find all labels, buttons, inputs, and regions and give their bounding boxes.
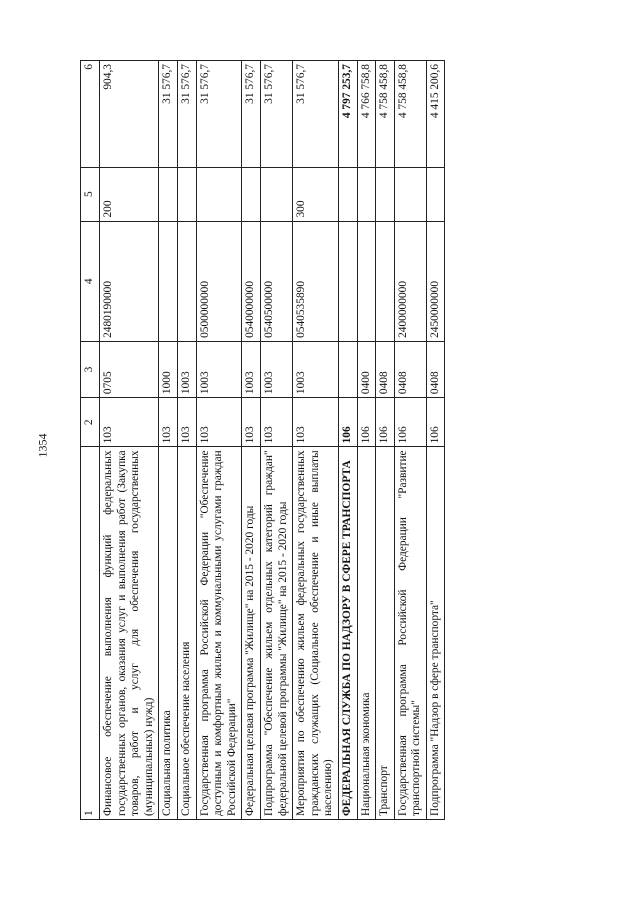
row-code: 103 [177,398,196,447]
row-target: 2450000000 [426,221,445,341]
row-section: 1003 [177,341,196,397]
page-number: 1354 [35,433,50,458]
row-target: 2480190000 [100,221,159,341]
row-type [394,167,426,221]
budget-table-rotated [80,60,640,820]
header-col-4: 4 [81,221,100,341]
row-target: 0540000000 [242,221,261,341]
row-name: Подпрограмма "Надзор в сфере транспорта" [426,447,445,820]
row-target [338,221,357,341]
table-row [394,61,426,820]
row-code: 106 [357,398,376,447]
row-amount: 31 576,7 [260,61,292,168]
row-amount: 31 576,7 [196,61,242,168]
row-section: 1003 [293,341,339,397]
header-col-3: 3 [81,341,100,397]
row-amount: 31 576,7 [242,61,261,168]
row-name: Социальное обеспечение населения [177,447,196,820]
table-body [100,61,445,820]
row-code: 106 [376,398,395,447]
row-code: 103 [159,398,178,447]
row-target: 0540535890 [293,221,339,341]
row-code: 103 [260,398,292,447]
row-type [376,167,395,221]
row-section: 1003 [196,341,242,397]
table-row [100,61,159,820]
table-row [196,61,242,820]
row-code: 106 [426,398,445,447]
table-row [426,61,445,820]
table-row [159,61,178,820]
row-name: Социальная политика [159,447,178,820]
row-name: ФЕДЕРАЛЬНАЯ СЛУЖБА ПО НАДЗОРУ В СФЕРЕ ТРАНСПОРТА [338,447,357,820]
row-amount: 4 758 458,8 [376,61,395,168]
row-type [357,167,376,221]
header-col-6: 6 [81,61,100,168]
table-row [260,61,292,820]
row-target [357,221,376,341]
row-code: 103 [293,398,339,447]
row-section: 0408 [394,341,426,397]
row-code: 106 [394,398,426,447]
row-type [196,167,242,221]
row-amount: 31 576,7 [177,61,196,168]
row-section [338,341,357,397]
row-section: 0400 [357,341,376,397]
row-name: Федеральная целевая программа "Жилище" на 2015 - 2020 годы [242,447,261,820]
table-row [177,61,196,820]
header-col-1: 1 [81,447,100,820]
row-code: 106 [338,398,357,447]
row-target: 0540500000 [260,221,292,341]
row-target: 0500000000 [196,221,242,341]
row-amount: 4 766 758,8 [357,61,376,168]
row-amount: 31 576,7 [159,61,178,168]
row-type: 300 [293,167,339,221]
row-target [376,221,395,341]
row-code: 103 [100,398,159,447]
row-section: 1000 [159,341,178,397]
row-target [177,221,196,341]
table-header-row [81,61,100,820]
row-amount: 4 415 200,6 [426,61,445,168]
row-name: Государственная программа Российской Федерации "Развитие транспортной системы" [394,447,426,820]
row-type [338,167,357,221]
row-amount: 904,3 [100,61,159,168]
row-section: 1003 [260,341,292,397]
row-amount: 31 576,7 [293,61,339,168]
table-row [338,61,357,820]
row-name: Национальная экономика [357,447,376,820]
row-type [242,167,261,221]
row-code: 103 [196,398,242,447]
row-name: Транспорт [376,447,395,820]
row-code: 103 [242,398,261,447]
row-type [159,167,178,221]
row-name: Мероприятия по обеспечению жильем федеральных государственных гражданских служащих (Социальное обеспечение и иные выплаты населению) [293,447,339,820]
row-amount: 4 758 458,8 [394,61,426,168]
row-type [260,167,292,221]
header-col-2: 2 [81,398,100,447]
header-col-5: 5 [81,167,100,221]
table-row [242,61,261,820]
budget-table [80,60,445,820]
row-section: 0408 [426,341,445,397]
row-name: Подпрограмма "Обеспечение жильем отдельных категорий граждан" федеральной целевой программы "Жилище" на 2015 - 2020 годы [260,447,292,820]
row-section: 0705 [100,341,159,397]
row-section: 0408 [376,341,395,397]
row-name: Финансовое обеспечение выполнения функций федеральных государственных органов, оказания услуг и выполнения работ (Закупка товаров, работ и услуг для обеспечения государственных (муниципальных) нужд) [100,447,159,820]
row-type [426,167,445,221]
row-target [159,221,178,341]
row-name: Государственная программа Российской Федерации "Обеспечение доступным и комфортным жильем и коммунальными услугами граждан Российской Федерации" [196,447,242,820]
row-amount: 4 797 253,7 [338,61,357,168]
table-row [376,61,395,820]
table-row [293,61,339,820]
row-section: 1003 [242,341,261,397]
table-row [357,61,376,820]
row-target: 2400000000 [394,221,426,341]
row-type: 200 [100,167,159,221]
row-type [177,167,196,221]
